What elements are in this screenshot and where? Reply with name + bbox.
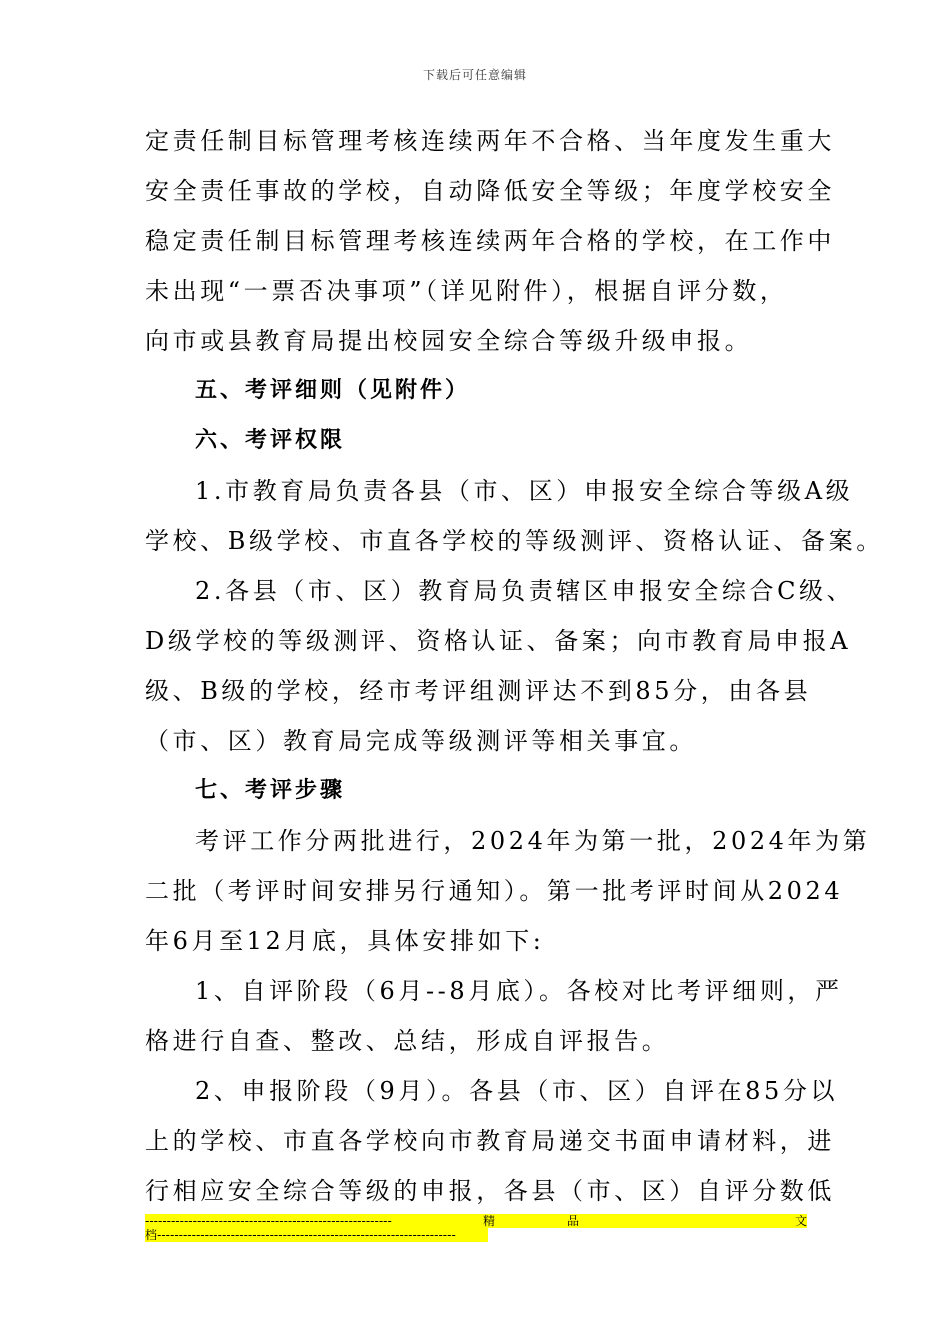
- paragraph-line: 1.市教育局负责各县（市、区）申报安全综合等级A级: [195, 477, 854, 505]
- paragraph-line: 安全责任事故的学校，自动降低安全等级；年度学校安全: [145, 177, 835, 205]
- section-heading-7: 七、考评步骤: [195, 778, 346, 803]
- footer-dashes: ---------------------------------------------------------: [145, 1214, 392, 1228]
- footer-row-2: 档---------------------------------------------------------------------: [145, 1228, 488, 1242]
- paragraph-line: 1、自评阶段（6月--8月底）。各校对比考评细则，严: [195, 977, 843, 1005]
- paragraph-line: 2.各县（市、区）教育局负责辖区申报安全综合C级、: [195, 577, 855, 605]
- paragraph-line: 行相应安全综合等级的申报，各县（市、区）自评分数低: [145, 1177, 835, 1205]
- paragraph-line: 考评工作分两批进行，2024年为第一批，2024年为第: [195, 827, 871, 855]
- paragraph-line: 定责任制目标管理考核连续两年不合格、当年度发生重大: [145, 127, 835, 155]
- footer-row-1: [145, 1214, 807, 1228]
- paragraph-line: 年6月至12月底，具体安排如下:: [145, 927, 545, 955]
- footer-char-2: 品: [567, 1214, 580, 1228]
- paragraph-line: （市、区）教育局完成等级测评等相关事宜。: [145, 727, 697, 755]
- footer-char-1: 精: [483, 1214, 496, 1228]
- paragraph-line: 格进行自查、整改、总结，形成自评报告。: [145, 1027, 670, 1055]
- document-body: [145, 116, 884, 1216]
- paragraph-line: 二批（考评时间安排另行通知）。第一批考评时间从2024: [145, 877, 844, 905]
- page-header: 下载后可任意编辑: [422, 68, 527, 82]
- footer-banner: [145, 1214, 807, 1242]
- section-heading-5: 五、考评细则（见附件）: [195, 378, 471, 403]
- section-heading-6: 六、考评权限: [195, 428, 346, 453]
- paragraph-line: 上的学校、市直各学校向市教育局递交书面申请材料，进: [145, 1127, 835, 1155]
- paragraph-line: 学校、B级学校、市直各学校的等级测评、资格认证、备案。: [145, 527, 884, 555]
- paragraph-line: 2、申报阶段（9月）。各县（市、区）自评在85分以: [195, 1077, 839, 1105]
- footer-char-3: 文: [794, 1214, 807, 1228]
- paragraph-line: 级、B级的学校，经市考评组测评达不到85分，由各县: [145, 677, 812, 705]
- paragraph-line: 未出现“一票否决事项”（详见附件），根据自评分数，: [145, 277, 788, 305]
- paragraph-line: D级学校的等级测评、资格认证、备案；向市教育局申报A: [145, 627, 852, 655]
- paragraph-line: 向市或县教育局提出校园安全综合等级升级申报。: [145, 327, 753, 355]
- paragraph-line: 稳定责任制目标管理考核连续两年合格的学校，在工作中: [145, 227, 835, 255]
